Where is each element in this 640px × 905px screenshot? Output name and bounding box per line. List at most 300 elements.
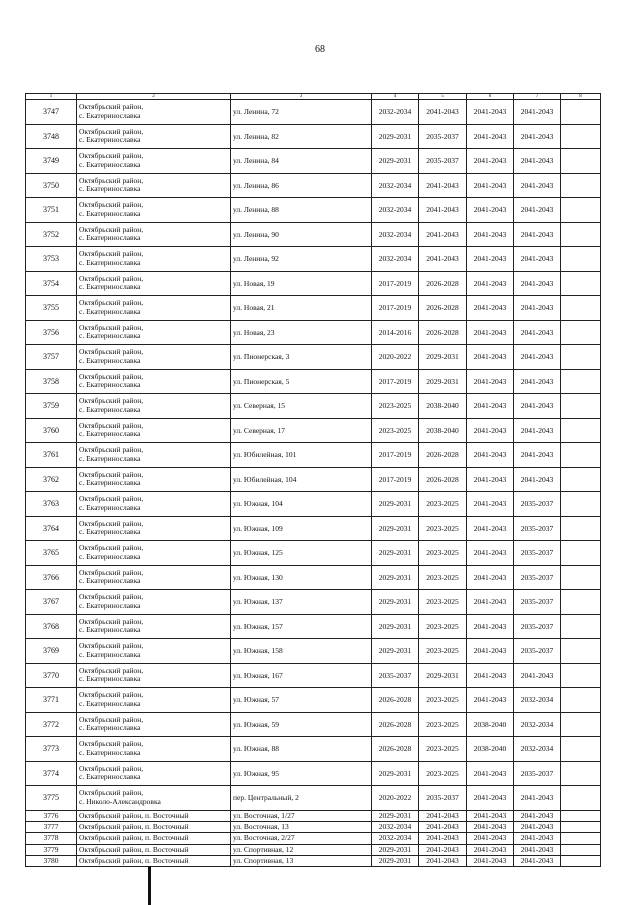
period-col6-cell: 2041-2043: [467, 688, 514, 713]
period-col4-cell: 2029-2031: [372, 614, 419, 639]
table-row: [26, 737, 601, 762]
row-number: 3756: [26, 320, 77, 345]
period-col6-cell: 2038-2040: [467, 737, 514, 762]
period-col6-cell: 2041-2043: [467, 271, 514, 296]
district-settlement-line: Октябрьский район,: [79, 347, 144, 357]
address-cell: ул. Северная, 15: [231, 394, 372, 419]
row-number: 3768: [26, 614, 77, 639]
address-cell: пер. Центральный, 2: [231, 786, 372, 811]
period-col7-cell: 2041-2043: [514, 467, 561, 492]
row-number: 3758: [26, 369, 77, 394]
col8-empty-cell: [561, 786, 601, 811]
district-settlement-line: Октябрьский район,: [79, 126, 144, 136]
period-col5-cell: 2041-2043: [419, 173, 467, 198]
district-settlement-cell: [77, 124, 231, 149]
col8-empty-cell: [561, 844, 601, 855]
address-cell: ул. Восточная, 2/27: [231, 833, 372, 844]
district-settlement-line: с. Екатеринославка: [79, 551, 141, 561]
period-col6-cell: 2041-2043: [467, 173, 514, 198]
district-settlement-line: с. Екатеринославка: [79, 723, 141, 733]
col8-empty-cell: [561, 856, 601, 867]
col8-empty-cell: [561, 100, 601, 125]
period-col6-cell: 2041-2043: [467, 124, 514, 149]
address-cell: ул. Спортивная, 13: [231, 856, 372, 867]
district-settlement-cell: [77, 590, 231, 615]
period-col4-cell: 2029-2031: [372, 149, 419, 174]
address-cell: ул. Новая, 21: [231, 296, 372, 321]
col8-empty-cell: [561, 149, 601, 174]
period-col7-cell: 2035-2037: [514, 492, 561, 517]
period-col4-cell: 2029-2031: [372, 124, 419, 149]
column-header-2: 2: [77, 94, 231, 100]
row-number: 3773: [26, 737, 77, 762]
period-col4-cell: 2029-2031: [372, 844, 419, 855]
period-col5-cell: 2026-2028: [419, 271, 467, 296]
col8-empty-cell: [561, 467, 601, 492]
address-cell: ул. Южная, 95: [231, 761, 372, 786]
district-settlement-cell: [77, 222, 231, 247]
district-settlement-line: Октябрьский район,: [79, 518, 144, 528]
address-cell: ул. Юбилейная, 101: [231, 443, 372, 468]
district-settlement-cell: [77, 786, 231, 811]
district-settlement-line: с. Екатеринославка: [79, 380, 141, 390]
district-settlement-line: с. Екатеринославка: [79, 306, 141, 316]
district-settlement-cell: [77, 541, 231, 566]
period-col5-cell: 2041-2043: [419, 247, 467, 272]
period-col7-cell: 2041-2043: [514, 124, 561, 149]
period-col7-cell: 2035-2037: [514, 516, 561, 541]
district-settlement-cell: [77, 467, 231, 492]
period-col5-cell: 2035-2037: [419, 149, 467, 174]
period-col5-cell: 2026-2028: [419, 443, 467, 468]
col8-empty-cell: [561, 614, 601, 639]
district-settlement-line: с. Екатеринославка: [79, 674, 141, 684]
period-col4-cell: 2029-2031: [372, 492, 419, 517]
table-row: [26, 345, 601, 370]
address-cell: ул. Ленина, 84: [231, 149, 372, 174]
table-row: [26, 663, 601, 688]
period-col6-cell: 2041-2043: [467, 394, 514, 419]
district-settlement-line: Октябрьский район,: [79, 714, 144, 724]
period-col6-cell: 2041-2043: [467, 320, 514, 345]
period-col7-cell: 2041-2043: [514, 100, 561, 125]
district-settlement-cell: [77, 821, 231, 832]
district-settlement-line: Октябрьский район,: [79, 788, 144, 798]
table-row: [26, 856, 601, 867]
district-settlement-cell: [77, 320, 231, 345]
district-settlement-cell: [77, 492, 231, 517]
table-row: [26, 271, 601, 296]
period-col5-cell: 2026-2028: [419, 467, 467, 492]
period-col6-cell: 2041-2043: [467, 663, 514, 688]
row-number: 3772: [26, 712, 77, 737]
period-col6-cell: 2041-2043: [467, 614, 514, 639]
period-col5-cell: 2041-2043: [419, 821, 467, 832]
period-col6-cell: 2041-2043: [467, 467, 514, 492]
period-col7-cell: 2041-2043: [514, 856, 561, 867]
district-settlement-line: с. Екатеринославка: [79, 625, 141, 635]
period-col7-cell: 2041-2043: [514, 443, 561, 468]
period-col6-cell: 2041-2043: [467, 418, 514, 443]
page-number: 68: [315, 44, 325, 55]
district-settlement-cell: [77, 761, 231, 786]
period-col5-cell: 2023-2025: [419, 492, 467, 517]
district-settlement-cell: [77, 394, 231, 419]
address-cell: ул. Ленина, 88: [231, 198, 372, 223]
table-row: [26, 712, 601, 737]
district-settlement-cell: [77, 639, 231, 664]
period-col6-cell: 2041-2043: [467, 492, 514, 517]
period-col6-cell: 2041-2043: [467, 821, 514, 832]
period-col7-cell: 2032-2034: [514, 688, 561, 713]
period-col5-cell: 2023-2025: [419, 737, 467, 762]
address-cell: ул. Ленина, 86: [231, 173, 372, 198]
district-settlement-line: с. Екатеринославка: [79, 649, 141, 659]
address-cell: ул. Пионерская, 3: [231, 345, 372, 370]
row-number: 3764: [26, 516, 77, 541]
district-settlement-line: Октябрьский район,: [79, 567, 144, 577]
district-settlement-cell: [77, 810, 231, 821]
period-col4-cell: 2032-2034: [372, 173, 419, 198]
row-number: 3776: [26, 810, 77, 821]
row-number: 3750: [26, 173, 77, 198]
period-col5-cell: 2023-2025: [419, 590, 467, 615]
row-number: 3747: [26, 100, 77, 125]
address-cell: ул. Ленина, 90: [231, 222, 372, 247]
period-col4-cell: 2029-2031: [372, 639, 419, 664]
period-col6-cell: 2041-2043: [467, 833, 514, 844]
period-col6-cell: 2041-2043: [467, 761, 514, 786]
table-row: [26, 541, 601, 566]
column-header-5: 5: [419, 94, 467, 100]
period-col6-cell: 2041-2043: [467, 639, 514, 664]
period-col4-cell: 2029-2031: [372, 516, 419, 541]
col8-empty-cell: [561, 761, 601, 786]
table-row: [26, 369, 601, 394]
period-col5-cell: 2041-2043: [419, 198, 467, 223]
col8-empty-cell: [561, 443, 601, 468]
period-col6-cell: 2041-2043: [467, 810, 514, 821]
table-body: [26, 100, 601, 867]
period-col5-cell: 2035-2037: [419, 786, 467, 811]
period-col7-cell: 2032-2034: [514, 737, 561, 762]
address-cell: ул. Южная, 125: [231, 541, 372, 566]
period-col7-cell: 2041-2043: [514, 222, 561, 247]
period-col7-cell: 2041-2043: [514, 821, 561, 832]
district-settlement-cell: [77, 345, 231, 370]
period-col4-cell: 2032-2034: [372, 100, 419, 125]
period-col7-cell: 2035-2037: [514, 590, 561, 615]
col8-empty-cell: [561, 247, 601, 272]
col8-empty-cell: [561, 345, 601, 370]
address-cell: ул. Южная, 157: [231, 614, 372, 639]
period-col5-cell: 2041-2043: [419, 810, 467, 821]
district-settlement-cell: [77, 856, 231, 867]
period-col5-cell: 2026-2028: [419, 320, 467, 345]
period-col4-cell: 2032-2034: [372, 222, 419, 247]
period-col6-cell: 2041-2043: [467, 369, 514, 394]
district-settlement-line: Октябрьский район,: [79, 763, 144, 773]
period-col7-cell: 2041-2043: [514, 320, 561, 345]
period-col6-cell: 2041-2043: [467, 345, 514, 370]
period-col6-cell: 2038-2040: [467, 712, 514, 737]
row-number: 3755: [26, 296, 77, 321]
row-number: 3751: [26, 198, 77, 223]
row-number: 3770: [26, 663, 77, 688]
district-settlement-line: Октябрьский район, п. Восточный: [79, 856, 189, 866]
period-col4-cell: 2029-2031: [372, 541, 419, 566]
period-col5-cell: 2023-2025: [419, 541, 467, 566]
period-col6-cell: 2041-2043: [467, 590, 514, 615]
district-settlement-line: с. Екатеринославка: [79, 453, 141, 463]
address-cell: ул. Южная, 109: [231, 516, 372, 541]
row-number: 3780: [26, 856, 77, 867]
column-header-3: 3: [231, 94, 372, 100]
district-settlement-line: Октябрьский район,: [79, 469, 144, 479]
district-settlement-line: с. Екатеринославка: [79, 404, 141, 414]
col8-empty-cell: [561, 639, 601, 664]
scan-artifact-mark: [148, 866, 151, 905]
col8-empty-cell: [561, 541, 601, 566]
row-number: 3766: [26, 565, 77, 590]
district-settlement-line: с. Екатеринославка: [79, 478, 141, 488]
period-col5-cell: 2026-2028: [419, 296, 467, 321]
address-cell: ул. Южная, 130: [231, 565, 372, 590]
table-row: [26, 590, 601, 615]
row-number: 3774: [26, 761, 77, 786]
period-col4-cell: 2026-2028: [372, 712, 419, 737]
col8-empty-cell: [561, 394, 601, 419]
district-settlement-line: Октябрьский район,: [79, 175, 144, 185]
column-header-1: 1: [26, 94, 77, 100]
table-row: [26, 100, 601, 125]
district-settlement-line: с. Екатеринославка: [79, 772, 141, 782]
period-col5-cell: 2023-2025: [419, 761, 467, 786]
period-col5-cell: 2035-2037: [419, 124, 467, 149]
period-col5-cell: 2029-2031: [419, 663, 467, 688]
row-number: 3761: [26, 443, 77, 468]
period-col4-cell: 2032-2034: [372, 198, 419, 223]
district-settlement-line: Октябрьский район, п. Восточный: [79, 810, 189, 820]
row-number: 3759: [26, 394, 77, 419]
district-settlement-line: Октябрьский район,: [79, 690, 144, 700]
period-col7-cell: 2041-2043: [514, 394, 561, 419]
row-number: 3749: [26, 149, 77, 174]
table-row: [26, 761, 601, 786]
col8-empty-cell: [561, 590, 601, 615]
row-number: 3762: [26, 467, 77, 492]
district-settlement-line: Октябрьский район,: [79, 102, 144, 112]
col8-empty-cell: [561, 688, 601, 713]
district-settlement-cell: [77, 100, 231, 125]
table-row: [26, 247, 601, 272]
period-col4-cell: 2032-2034: [372, 833, 419, 844]
period-col7-cell: 2035-2037: [514, 761, 561, 786]
district-settlement-cell: [77, 198, 231, 223]
period-col4-cell: 2023-2025: [372, 394, 419, 419]
district-settlement-line: с. Екатеринославка: [79, 698, 141, 708]
table-row: [26, 320, 601, 345]
period-col6-cell: 2041-2043: [467, 296, 514, 321]
table-row: [26, 173, 601, 198]
period-col7-cell: 2041-2043: [514, 418, 561, 443]
period-col7-cell: 2041-2043: [514, 663, 561, 688]
address-cell: ул. Южная, 158: [231, 639, 372, 664]
table-row: [26, 844, 601, 855]
district-settlement-line: с. Екатеринославка: [79, 502, 141, 512]
row-number: 3757: [26, 345, 77, 370]
district-settlement-line: Октябрьский район,: [79, 371, 144, 381]
table-row: [26, 492, 601, 517]
district-settlement-cell: [77, 688, 231, 713]
table-row: [26, 810, 601, 821]
period-col6-cell: 2041-2043: [467, 786, 514, 811]
table-row: [26, 149, 601, 174]
district-settlement-line: Октябрьский район, п. Восточный: [79, 844, 189, 854]
period-col4-cell: 2017-2019: [372, 369, 419, 394]
col8-empty-cell: [561, 296, 601, 321]
period-col5-cell: 2029-2031: [419, 345, 467, 370]
col8-empty-cell: [561, 124, 601, 149]
district-settlement-cell: [77, 173, 231, 198]
address-cell: ул. Спортивная, 12: [231, 844, 372, 855]
period-col7-cell: 2041-2043: [514, 271, 561, 296]
address-cell: ул. Юбилейная, 104: [231, 467, 372, 492]
row-number: 3769: [26, 639, 77, 664]
address-cell: ул. Южная, 104: [231, 492, 372, 517]
district-settlement-line: с. Екатеринославка: [79, 576, 141, 586]
period-col7-cell: 2041-2043: [514, 369, 561, 394]
period-col5-cell: 2041-2043: [419, 100, 467, 125]
period-col4-cell: 2035-2037: [372, 663, 419, 688]
district-settlement-line: Октябрьский район, п. Восточный: [79, 822, 189, 832]
district-settlement-line: Октябрьский район,: [79, 420, 144, 430]
table-row: [26, 222, 601, 247]
period-col7-cell: 2035-2037: [514, 565, 561, 590]
column-header-8: 8: [561, 94, 601, 100]
col8-empty-cell: [561, 492, 601, 517]
district-settlement-line: Октябрьский район,: [79, 298, 144, 308]
period-col4-cell: 2029-2031: [372, 856, 419, 867]
table-row: [26, 786, 601, 811]
period-col4-cell: 2017-2019: [372, 296, 419, 321]
district-settlement-cell: [77, 247, 231, 272]
district-settlement-line: Октябрьский район,: [79, 592, 144, 602]
col8-empty-cell: [561, 663, 601, 688]
col8-empty-cell: [561, 516, 601, 541]
period-col7-cell: 2035-2037: [514, 639, 561, 664]
table-row: [26, 124, 601, 149]
period-col6-cell: 2041-2043: [467, 247, 514, 272]
col8-empty-cell: [561, 821, 601, 832]
district-settlement-line: с. Екатеринославка: [79, 159, 141, 169]
address-cell: ул. Южная, 137: [231, 590, 372, 615]
period-col5-cell: 2041-2043: [419, 844, 467, 855]
col8-empty-cell: [561, 810, 601, 821]
period-col5-cell: 2023-2025: [419, 639, 467, 664]
period-col6-cell: 2041-2043: [467, 541, 514, 566]
col8-empty-cell: [561, 173, 601, 198]
row-number: 3760: [26, 418, 77, 443]
address-cell: ул. Ленина, 82: [231, 124, 372, 149]
period-col5-cell: 2041-2043: [419, 833, 467, 844]
district-settlement-line: Октябрьский район,: [79, 322, 144, 332]
period-col4-cell: 2020-2022: [372, 786, 419, 811]
period-col7-cell: 2041-2043: [514, 833, 561, 844]
address-cell: ул. Южная, 167: [231, 663, 372, 688]
col8-empty-cell: [561, 271, 601, 296]
district-settlement-line: с. Екатеринославка: [79, 429, 141, 439]
table-row: [26, 516, 601, 541]
period-col7-cell: 2035-2037: [514, 614, 561, 639]
table-row: [26, 639, 601, 664]
period-col7-cell: 2035-2037: [514, 541, 561, 566]
row-number: 3771: [26, 688, 77, 713]
period-col4-cell: 2029-2031: [372, 761, 419, 786]
period-col4-cell: 2029-2031: [372, 565, 419, 590]
district-settlement-cell: [77, 369, 231, 394]
district-settlement-line: Октябрьский район,: [79, 200, 144, 210]
district-settlement-line: Октябрьский район, п. Восточный: [79, 833, 189, 843]
period-col7-cell: 2041-2043: [514, 198, 561, 223]
district-settlement-cell: [77, 844, 231, 855]
period-col6-cell: 2041-2043: [467, 565, 514, 590]
district-settlement-cell: [77, 443, 231, 468]
period-col6-cell: 2041-2043: [467, 100, 514, 125]
address-cell: ул. Южная, 57: [231, 688, 372, 713]
row-number: 3752: [26, 222, 77, 247]
district-settlement-cell: [77, 712, 231, 737]
period-col7-cell: 2041-2043: [514, 810, 561, 821]
col8-empty-cell: [561, 198, 601, 223]
period-col5-cell: 2023-2025: [419, 712, 467, 737]
row-number: 3778: [26, 833, 77, 844]
col8-empty-cell: [561, 712, 601, 737]
period-col7-cell: 2032-2034: [514, 712, 561, 737]
period-col5-cell: 2041-2043: [419, 222, 467, 247]
period-col4-cell: 2029-2031: [372, 590, 419, 615]
district-settlement-cell: [77, 516, 231, 541]
district-settlement-cell: [77, 833, 231, 844]
period-col7-cell: 2041-2043: [514, 173, 561, 198]
column-header-7: 7: [514, 94, 561, 100]
table-row: [26, 443, 601, 468]
district-settlement-line: с. Екатеринославка: [79, 600, 141, 610]
address-cell: ул. Новая, 23: [231, 320, 372, 345]
period-col7-cell: 2041-2043: [514, 247, 561, 272]
district-settlement-line: Октябрьский район,: [79, 224, 144, 234]
col8-empty-cell: [561, 418, 601, 443]
period-col4-cell: 2014-2016: [372, 320, 419, 345]
period-col6-cell: 2041-2043: [467, 198, 514, 223]
col8-empty-cell: [561, 565, 601, 590]
table-row: [26, 821, 601, 832]
district-settlement-line: Октябрьский район,: [79, 273, 144, 283]
period-col4-cell: 2020-2022: [372, 345, 419, 370]
district-settlement-line: с. Екатеринославка: [79, 208, 141, 218]
col8-empty-cell: [561, 369, 601, 394]
address-cell: ул. Восточная, 1/27: [231, 810, 372, 821]
table-row: [26, 467, 601, 492]
period-col5-cell: 2038-2040: [419, 394, 467, 419]
row-number: 3767: [26, 590, 77, 615]
column-header-4: 4: [372, 94, 419, 100]
district-settlement-cell: [77, 271, 231, 296]
district-settlement-cell: [77, 149, 231, 174]
district-settlement-line: Октябрьский район,: [79, 494, 144, 504]
district-settlement-line: с. Екатеринославка: [79, 527, 141, 537]
address-cell: ул. Новая, 19: [231, 271, 372, 296]
